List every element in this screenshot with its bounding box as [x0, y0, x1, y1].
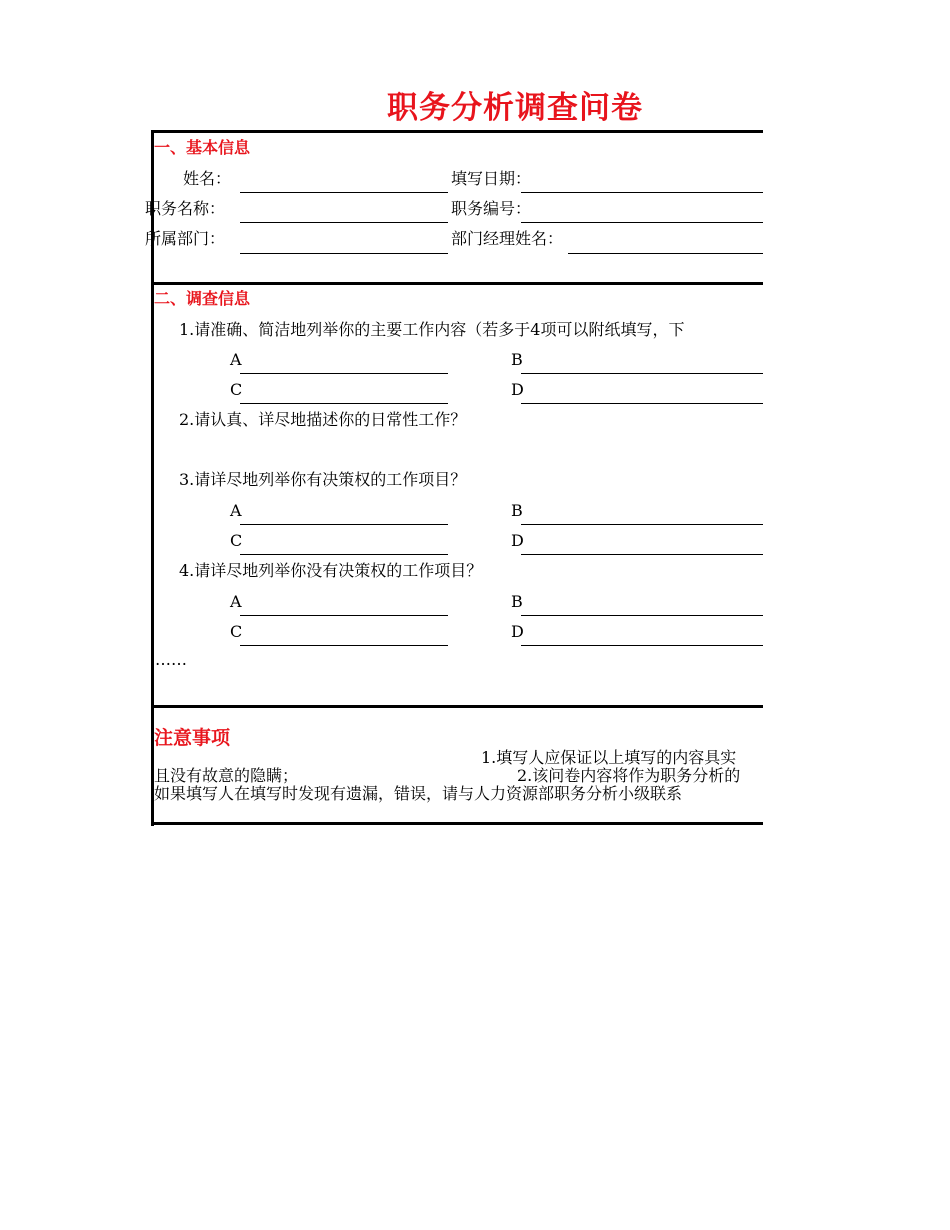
q4-c-field[interactable]	[240, 645, 448, 646]
q3-b-label: B	[511, 501, 523, 520]
note-line-1: 1.填写人应保证以上填写的内容具实	[481, 748, 737, 767]
q4-c-label: C	[230, 622, 243, 641]
q4-b-label: B	[511, 592, 523, 611]
q1-d-field[interactable]	[521, 403, 763, 404]
question-2: 2.请认真、详尽地描述你的日常性工作？	[179, 410, 467, 429]
q3-c-label: C	[230, 531, 243, 550]
q3-c-field[interactable]	[240, 554, 448, 555]
q1-c-field[interactable]	[240, 403, 448, 404]
ellipsis: ……	[155, 650, 187, 669]
q1-b-label: B	[511, 350, 523, 369]
q4-b-field[interactable]	[521, 615, 763, 616]
q1-a-field[interactable]	[240, 373, 448, 374]
notes-heading: 注意事项	[154, 727, 231, 749]
section-divider-2	[151, 705, 763, 708]
top-border	[151, 130, 763, 133]
job-title-field[interactable]	[240, 222, 448, 223]
q4-a-field[interactable]	[240, 615, 448, 616]
date-field[interactable]	[521, 192, 763, 193]
q1-b-field[interactable]	[521, 373, 763, 374]
dept-field[interactable]	[240, 253, 448, 254]
q3-d-field[interactable]	[521, 554, 763, 555]
dept-label: 所属部门：	[145, 229, 226, 248]
question-1: 1.请准确、简洁地列举你的主要工作内容（若多于4项可以附纸填写，下	[179, 320, 685, 339]
name-field[interactable]	[240, 192, 448, 193]
bottom-border	[151, 822, 763, 825]
job-no-field[interactable]	[521, 222, 763, 223]
page-title: 职务分析调查问卷	[387, 90, 643, 126]
q3-a-field[interactable]	[240, 524, 448, 525]
job-title-label: 职务名称：	[145, 199, 226, 218]
q4-d-field[interactable]	[521, 645, 763, 646]
question-3: 3.请详尽地列举你有决策权的工作项目？	[179, 470, 467, 489]
note-line-3: 如果填写人在填写时发现有遗漏，错误，请与人力资源部职务分析小级联系	[154, 784, 683, 803]
manager-field[interactable]	[568, 253, 763, 254]
manager-label: 部门经理姓名：	[451, 229, 564, 248]
q3-b-field[interactable]	[521, 524, 763, 525]
section-survey-heading: 二、调查信息	[154, 289, 251, 308]
note-line-2b: 2.该问卷内容将作为职务分析的	[517, 766, 741, 785]
q3-a-label: A	[230, 501, 242, 520]
section-basic-heading: 一、基本信息	[154, 138, 251, 157]
q1-d-label: D	[511, 380, 524, 399]
q4-d-label: D	[511, 622, 524, 641]
q3-d-label: D	[511, 531, 524, 550]
q1-c-label: C	[230, 380, 243, 399]
job-no-label: 职务编号：	[451, 199, 532, 218]
note-line-2a: 且没有故意的隐瞒；	[154, 766, 299, 785]
q4-a-label: A	[230, 592, 242, 611]
q1-a-label: A	[230, 350, 242, 369]
question-4: 4.请详尽地列举你没有决策权的工作项目？	[179, 561, 483, 580]
name-label: 姓名：	[183, 169, 232, 188]
section-divider-1	[151, 282, 763, 285]
date-label: 填写日期：	[451, 169, 532, 188]
